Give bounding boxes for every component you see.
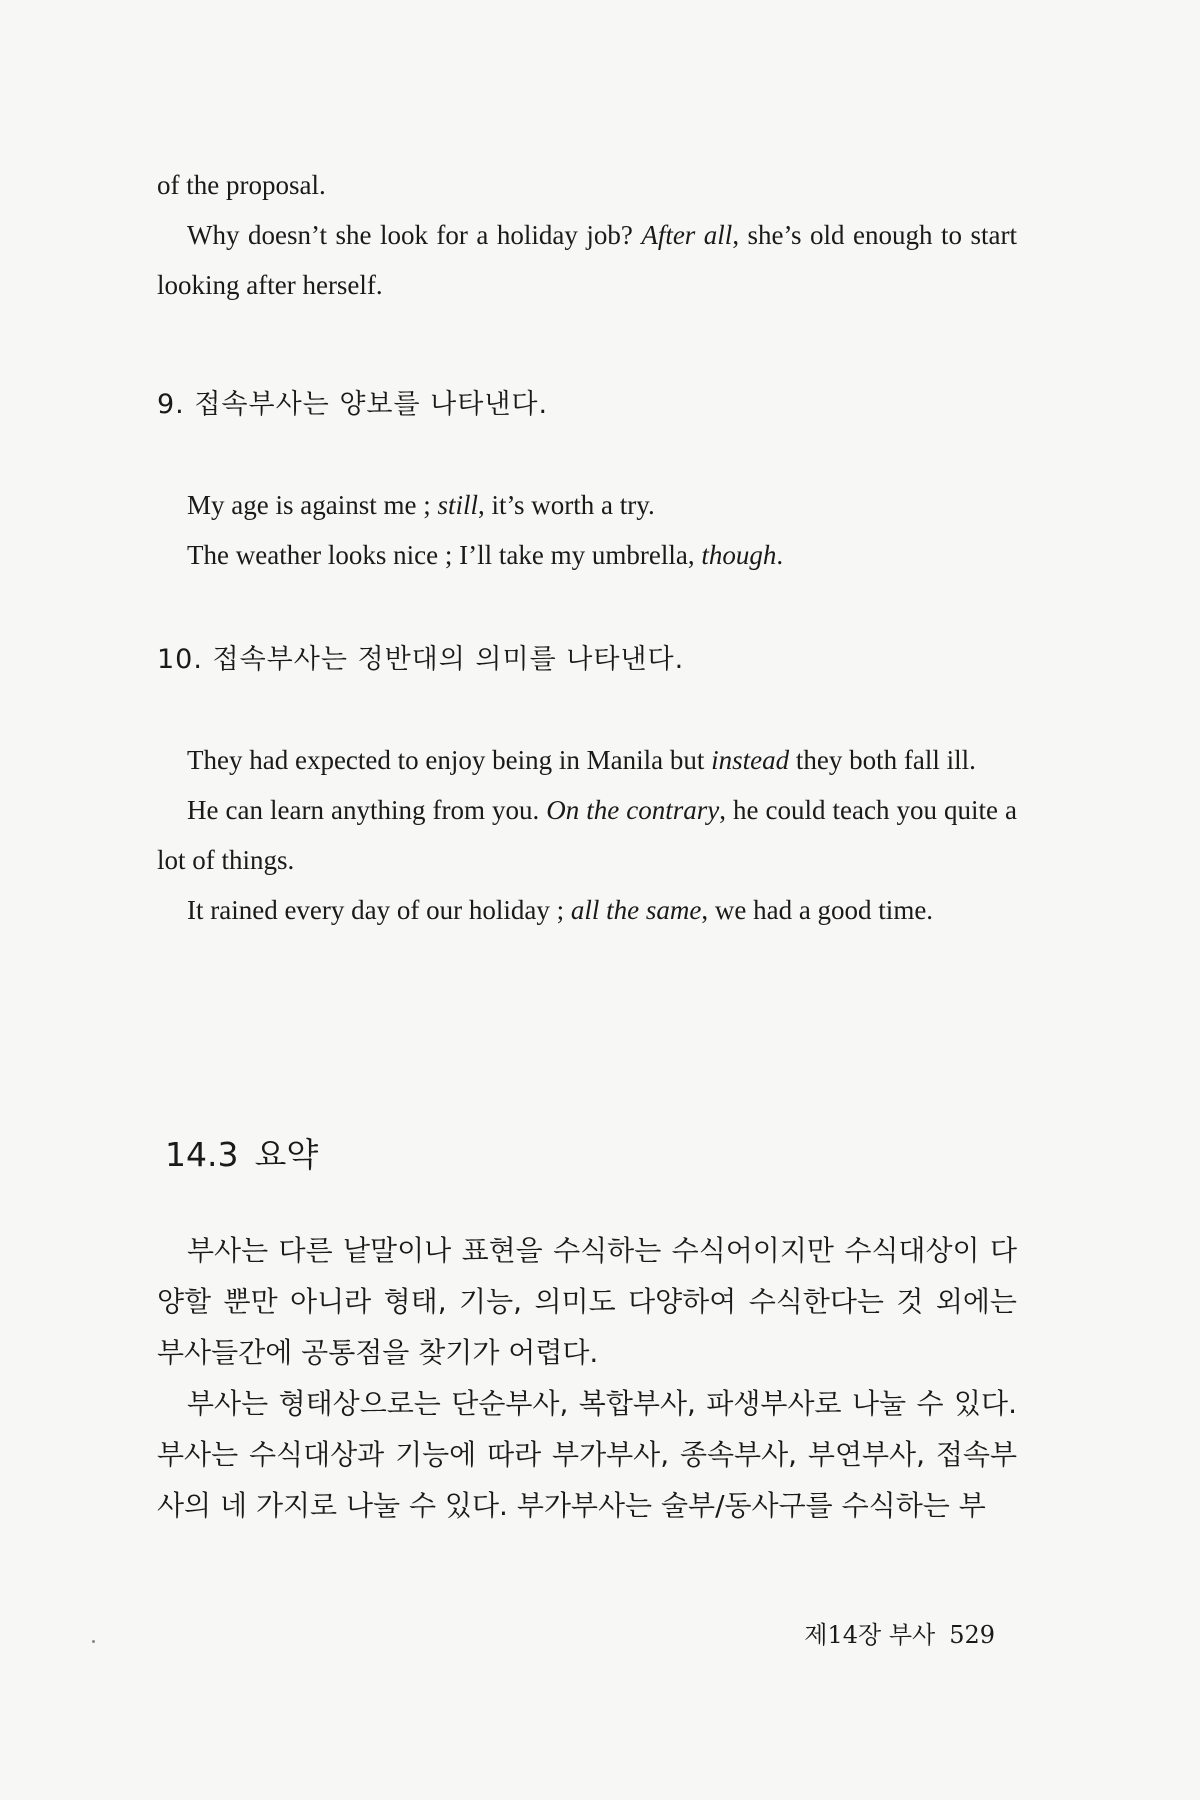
example-italic-phrase: all the same [570,895,702,925]
example-italic-phrase: though [701,540,777,570]
example-sentence: Why doesn’t she look for a holiday job? After all, she’s old enough to start looking after herself. [157,220,1017,300]
summary-paragraph: 부사는 다른 낱말이나 표현을 수식하는 수식어이지만 수식대상이 다양할 뿐만 아니라 형태, 기능, 의미도 다양하여 수식한다는 것 외에는 부사들간에 공통점을 찾기가 어렵다. [157,1234,1017,1369]
section-heading [165,1125,318,1185]
example-sentence: It rained every day of our holiday ; all the same, we had a good time. [187,895,934,925]
section-title: 요약 [254,1135,319,1174]
page-number: 529 [949,1621,995,1649]
continuation-block [157,160,1017,310]
rule-9-examples [157,480,1017,580]
rule-10-heading: 10. 접속부사는 정반대의 의미를 나타낸다. [157,644,685,675]
running-footer-chapter: 제14장 부사 [804,1621,936,1649]
example-italic-phrase: After all [641,220,733,250]
example-italic-phrase: still [437,490,478,520]
example-sentence: He can learn anything from you. On the contrary, he could teach you quite a lot of things. [157,795,1017,875]
example-sentence: My age is against me ; still, it’s worth a try. [187,490,655,520]
example-italic-phrase: On the contrary [546,795,720,825]
example-sentence: They had expected to enjoy being in Manila but instead they both fall ill. [187,745,976,775]
summary-paragraph: 부사는 형태상으로는 단순부사, 복합부사, 파생부사로 나눌 수 있다. 부사는 수식대상과 기능에 따라 부가부사, 종속부사, 부연부사, 접속부사의 네 가지로 나눌 수 있다. 부가부사는 술부/동사구를 수식하는 부 [157,1387,1017,1522]
rule-10-examples [157,735,1017,935]
section-number: 14.3 [165,1135,239,1174]
continuation-line: of the proposal. [157,170,326,200]
rule-9-heading: 9. 접속부사는 양보를 나타낸다. [157,389,549,420]
scan-speck [92,1640,95,1643]
example-sentence: The weather looks nice ; I’ll take my umbrella, though. [187,540,784,570]
page-footer [804,1615,995,1655]
example-italic-phrase: instead [711,745,790,775]
summary-body [157,1225,1017,1531]
